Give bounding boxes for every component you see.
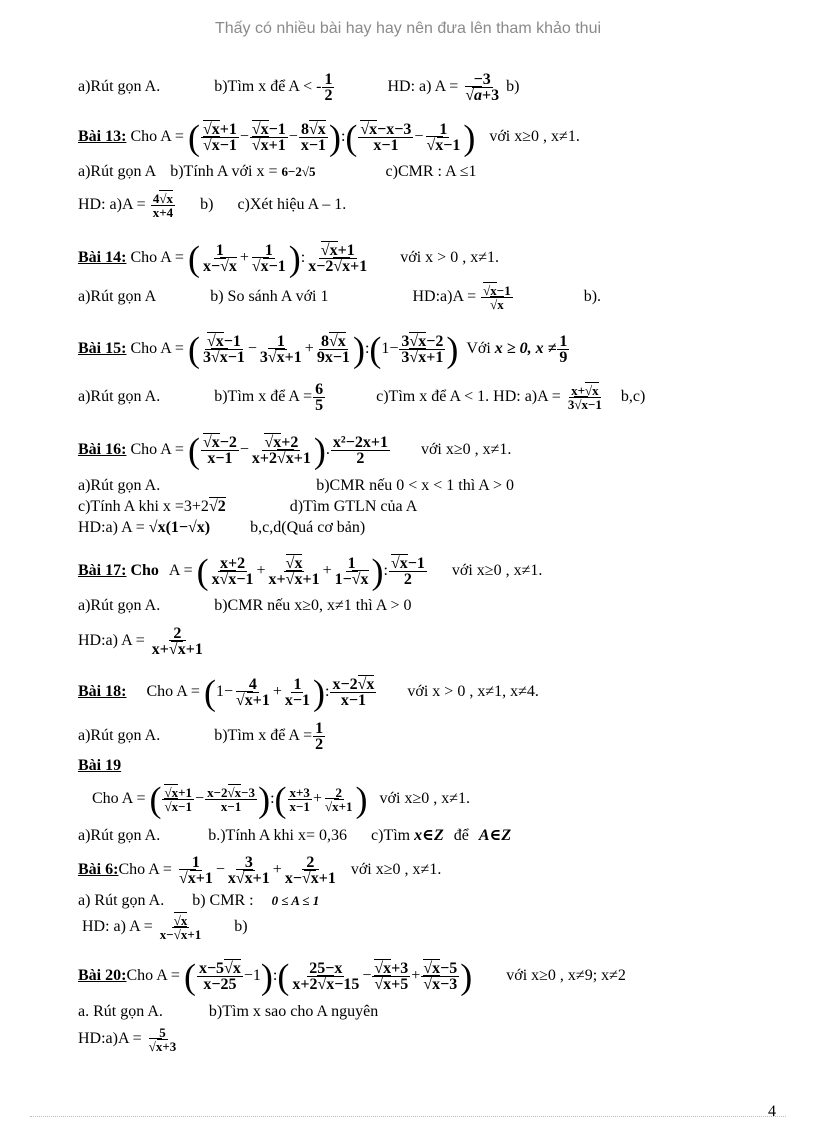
problem-20-hint: HD:a)A = 5 √ x+3 xyxy=(78,1026,179,1053)
problem-16-q2: c)Tính A khi x =3+2√ 2 d)Tìm GTLN của A xyxy=(78,497,417,517)
problem-17-questions: a)Rút gọn A. b)CMR nếu x≥0, x≠1 thì A > 0 xyxy=(78,597,412,614)
problem-13-questions: a)Rút gọn A b)Tính A với x = 6−2√5 c)CMR : A ≤1 xyxy=(78,163,477,180)
problem-16: Bài 16: Cho A = ( √ $\frac{x-2}{x-1}$ − √ $\frac{x+2}{x+2√ x+1}$ ). $\frac{\text{x²−2x+1}}{2}$ với x≥0 , x≠1. xyxy=(78,435,511,466)
problem-16-hint: HD:a) A = √x(1−√x) b,c,d(Quá cơ bản) xyxy=(78,519,366,536)
page-header: Thấy có nhiều bài hay hay nên đưa lên tham khảo thui xyxy=(214,20,602,37)
problem-14: Bài 14: Cho A = ( $\frac{1}{x-√ x}$ + 1 √ x−1 ): √ $\frac{x+1}{x-2√ x+1}$ với x > 0 , x≠1. xyxy=(78,243,499,274)
problem-20: Bài 20:Cho A = ( $\frac{x-5√ x}{x-25}$ −1):( $\frac{25-x}{x+2√ x-15}$ − √ x+3 √ x+5 + √ x−5 √ x−3 ) với x≥0 , x≠9; x≠2 xyxy=(78,961,626,992)
problem-20-questions: a. Rút gọn A. b)Tìm x sao cho A nguyên xyxy=(78,1003,379,1020)
problem-19-questions: a)Rút gọn A. b.)Tính A khi x= 0,36 c)Tìm x∈Z để A∈Z xyxy=(78,827,512,844)
problem-13: Bài 13: Cho A = ( √ x+1 √ x−1 − √ x−1 √ x+1 − $\frac{8√ x}{x-1}$ ):( √ $\frac{x-x-3}{x-1}$ − 1 √ x−1 ) với x≥0 , x≠1. xyxy=(78,122,580,153)
problem-17-hint: HD:a) A = $\frac{2}{x+√ x+1}$ xyxy=(78,626,206,657)
problem-6-questions: a) Rút gọn A. b) CMR : 0 ≤ A ≤ 1 xyxy=(78,892,320,909)
problem-6: Bài 6:Cho A = 1 √ x+1 − $\frac{3}{x√ x+1}$ + $\frac{2}{x-√ x+1}$ với x≥0 , x≠1. xyxy=(78,855,441,886)
footer-divider xyxy=(30,1116,786,1117)
problem-12-tail: a)Rút gọn A. b)Tìm x để A < - $\frac{1}{2}$ HD: a) A = −3 √ a+3 b) xyxy=(78,72,520,103)
problem-18-questions: a)Rút gọn A. b)Tìm x để A = $\frac{1}{2}$ xyxy=(78,720,324,753)
problem-15-questions: a)Rút gọn A. b)Tìm x để A = $\frac{6}{5}$ c)Tìm x để A < 1. HD: a)A = $\frac{x+√ x}{3√ x-1}$ b,c) xyxy=(78,382,645,413)
problem-18: Bài 18: Cho A = (1− 4 √ x+1 + $\frac{1}{x-1}$ ): $\frac{x-2√ x}{x-1}$ với x > 0 , x≠1, x≠4. xyxy=(78,677,539,708)
problem-13-hint: HD: a)A = $\frac{4√ x}{x+4}$ b) c)Xét hiệu A – 1. xyxy=(78,192,346,219)
problem-15: Bài 15: Cho A = ( √ $\frac{x-1}{3√ x-1}$ − $\frac{1}{3√ x+1}$ + $\frac{8√ x}{9x-1}$ ):(1− $\frac{3√ x-2}{3√ x+1}$ ) Với x ≥ 0, x ≠ $\frac{1}{9}$ xyxy=(78,334,570,365)
problem-19-title: Bài 19 xyxy=(78,757,122,774)
problem-6-hint: HD: a) A = √ $\frac{x}{x-√ x+1}$ b) xyxy=(82,914,248,941)
problem-16-q1: a)Rút gọn A. b)CMR nếu 0 < x < 1 thì A > 0 xyxy=(78,477,514,494)
problem-19: Cho A = ( √ x+1 √ x−1 − $\frac{x-2√ x-3}{x-1}$ ):( $\frac{x+3}{x-1}$ + 2 √ x+1 ) với x≥0 , x≠1. xyxy=(92,786,470,813)
problem-14-questions: a)Rút gọn A b) So sánh A với 1 HD:a)A = √ x−1 √ x b). xyxy=(78,284,601,311)
page-number: 4 xyxy=(768,1103,776,1120)
problem-17: Bài 17: Cho A = ( $\frac{x+2}{x√ x-1}$ + √ $\frac{x}{x+√ x+1}$ + $\frac{1}{1-√ x}$ ): √ $\frac{x-1}{2}$ với x≥0 , x≠1. xyxy=(78,556,542,587)
